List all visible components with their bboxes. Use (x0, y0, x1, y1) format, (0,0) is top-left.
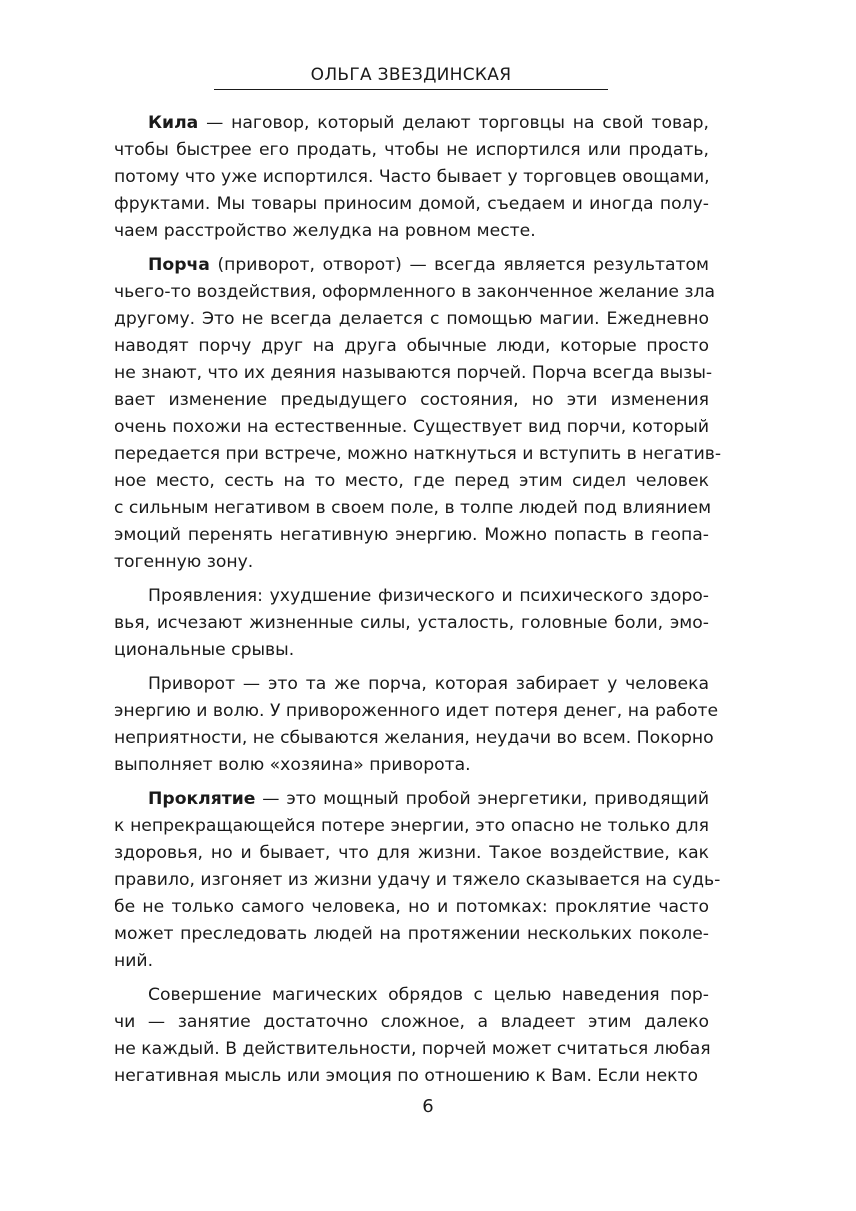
line-text: может преследовать людей на протяжении нескольких поколе- (114, 924, 709, 944)
text-line (114, 549, 709, 576)
line-text: ное место, сесть на то место, где перед этим сидел человек (114, 471, 709, 491)
text-line (114, 333, 709, 360)
text-line (114, 279, 716, 306)
text-line (114, 948, 709, 975)
text-line (114, 387, 709, 414)
line-text: вья, исчезают жизненные силы, усталость, головные боли, эмо- (114, 613, 709, 633)
line-text: чи — занятие достаточно сложное, а владеет этим далеко (114, 1012, 709, 1032)
line-text: чаем расстройство желудка на ровном месте. (114, 221, 536, 241)
text-line (114, 110, 709, 137)
line-text: Приворот — это та же порча, которая забирает у человека (148, 674, 709, 694)
line-text: энергию и волю. У привороженного идет потеря денег, на работе (114, 701, 719, 721)
text-line (114, 671, 709, 698)
defined-term: Проклятие (148, 789, 256, 809)
text-line (114, 495, 712, 522)
body-text (114, 110, 722, 1090)
text-line (114, 164, 709, 191)
text-line (114, 306, 709, 333)
text-line (114, 982, 709, 1009)
text-line (114, 137, 709, 164)
line-text: фруктами. Мы товары приносим домой, съедаем и иногда полу- (114, 194, 709, 214)
paragraph-gap (114, 779, 709, 786)
line-text: с сильным негативом в своем поле, в толпе людей под влиянием (114, 498, 712, 518)
text-line (114, 252, 709, 279)
line-text: к непрекращающейся потере энергии, это опасно не только для (114, 816, 709, 836)
paragraph (114, 982, 709, 1090)
paragraph (114, 583, 709, 664)
line-text: Совершение магических обрядов с целью наведения пор- (148, 985, 709, 1005)
text-line (114, 610, 709, 637)
paragraph (114, 786, 721, 975)
text-line (114, 441, 722, 468)
paragraph-gap (114, 664, 709, 671)
line-text: правило, изгоняет из жизни удачу и тяжело сказывается на судь- (114, 870, 721, 890)
text-line (114, 867, 721, 894)
line-text: вает изменение предыдущего состояния, но эти изменения (114, 390, 709, 410)
line-text: эмоций перенять негативную энергию. Можно попасть в геопа- (114, 525, 709, 545)
line-text: здоровья, но и бывает, что для жизни. Такое воздействие, как (114, 843, 709, 863)
text-line (114, 191, 709, 218)
text-line (114, 752, 709, 779)
paragraph (114, 671, 719, 779)
line-text: другому. Это не всегда делается с помощью магии. Ежедневно (114, 309, 709, 329)
text-line (114, 786, 709, 813)
line-text: бе не только самого человека, но и потомках: проклятие часто (114, 897, 709, 917)
text-line (114, 360, 713, 387)
line-text: (приворот, отворот) — всегда является результатом (209, 255, 709, 275)
line-text: тогенную зону. (114, 552, 254, 572)
paragraph-gap (114, 576, 709, 583)
line-text: чьего-то воздействия, оформленного в законченное желание зла (114, 282, 716, 302)
defined-term: Кила (148, 113, 199, 133)
text-line (114, 921, 709, 948)
paragraph-gap (114, 975, 709, 982)
running-head: ОЛЬГА ЗВЕЗДИНСКАЯ (214, 64, 608, 90)
text-line (114, 637, 709, 664)
line-text: наводят порчу друг на друга обычные люди, которые просто (114, 336, 709, 356)
paragraph (114, 252, 722, 576)
paragraph-gap (114, 245, 709, 252)
text-line (114, 725, 714, 752)
line-text: выполняет волю «хозяина» приворота. (114, 755, 471, 775)
text-line (114, 1009, 709, 1036)
line-text: потому что уже испортился. Часто бывает у торговцев овощами, (114, 167, 710, 187)
text-line (114, 583, 709, 610)
page-number: 6 (422, 1096, 434, 1117)
line-text: — это мощный пробой энергетики, приводящий (255, 789, 709, 809)
text-line (114, 522, 709, 549)
line-text: Проявления: ухудшение физического и психического здоро- (148, 586, 709, 606)
line-text: неприятности, не сбываются желания, неудачи во всем. Покорно (114, 728, 714, 748)
text-line (114, 1036, 709, 1063)
line-text: — наговор, который делают торговцы на свой товар, (198, 113, 709, 133)
text-line (114, 1063, 709, 1090)
line-text: передается при встрече, можно наткнуться и вступить в негатив- (114, 444, 722, 464)
line-text: не каждый. В действительности, порчей может считаться любая (114, 1039, 711, 1059)
text-line (114, 813, 709, 840)
line-text: чтобы быстрее его продать, чтобы не испортился или продать, (114, 140, 709, 160)
paragraph (114, 110, 709, 245)
line-text: негативная мысль или эмоция по отношению к Вам. Если некто (114, 1066, 699, 1086)
text-line (114, 894, 709, 921)
text-line (114, 698, 719, 725)
text-line (114, 218, 709, 245)
text-line (114, 840, 709, 867)
line-text: не знают, что их деяния называются порчей. Порча всегда вызы- (114, 363, 713, 383)
text-line (114, 414, 709, 441)
defined-term: Порча (148, 255, 210, 275)
line-text: очень похожи на естественные. Существует вид порчи, который (114, 417, 709, 437)
line-text: циональные срывы. (114, 640, 295, 660)
line-text: ний. (114, 951, 154, 971)
text-line (114, 468, 709, 495)
